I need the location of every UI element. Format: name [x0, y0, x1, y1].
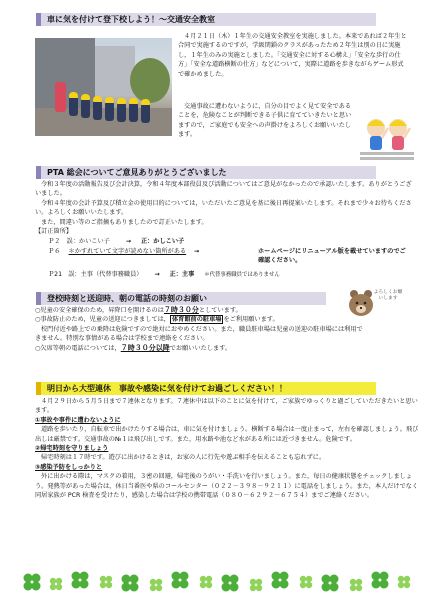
clover-decoration	[20, 566, 420, 596]
fix-row-1: Ｐ２ 誤：かいこい子 → 正：かしこい子	[48, 238, 185, 245]
pta-body: 令和３年度の活動報告及び会計決算，令和４年度本部役員及び活動についてはご意見がなかったので承認いたします。ありがとうございました。 令和４年度の会計予算及び積立金の使用目的については，いただいたご意見を基に後日再提案いたします。それまで少々お待ちください。よろしくお願いいたします。 また，間違い等のご指摘もありましたので訂正いたします。 【訂正箇所】	[35, 180, 415, 236]
section-title: 明日から大型連休 事故や感染に気を付けてお過ごしください！！	[47, 384, 287, 393]
traffic-paragraph-1: ４月２１日（木）１年生の交通安全教室を実施しました。本来であれば２年生と合同で実施するのですが，学級閉鎖のクラスがあったため２年生は別の日に実施し，１年生のみの実施としました。「交通安全に対する心構え」「安全な歩行の仕方」「安全な道路横断の仕方」などについて，実際に道路を歩きながらゲーム形式で確かめました。	[178, 33, 407, 78]
fix-row-2: Ｐ６ ＊かすれていて文字が読めない箇所がある →	[48, 248, 200, 255]
traffic-paragraph-2: 交通事故に遭わないように，自分の目でよく見て安全であることを，危険なことが判断できる子供に育てていきたいと思いますので，ご家庭でも安全への声掛けをよろしくお願いいたします。	[178, 103, 352, 139]
section-title: PTA 総会についてご意見ありがとうございました	[47, 168, 227, 177]
section-banner-arrival-time	[36, 292, 326, 305]
arrival-body: ○児童の安全確保のため，昇降口を開けるのは７時３０分としています。 ○事故防止のため，児童の送迎につきましては， 体育館前の駐車場 をご利用願います。 校門付近や路上での乗降は危険ですので絶対におやめください。また，職員駐車場は児童の送迎の駐車場には利用できません。特別な事情がある場合は学校まで連絡をください。 ○欠席等朝の電話については，７時３０分以降でお願いいたします。	[35, 306, 363, 352]
section-banner-pta	[36, 166, 376, 179]
section-title: 車に気を付けて登下校しよう！～交通安全教室	[47, 15, 215, 24]
section-title: 登校時刻と送迎時、朝の電話の時刻のお願い	[47, 294, 207, 303]
holiday-heading-1: ①事故や事件に遭わないように	[35, 416, 121, 424]
holiday-body: ４月２９日から５月５日まで７連休となります。７連休中は以下のことに気を付けて，ご家族でゆっくりと過ごしていただきたいと思います。 ①事故や事件に遭わないように 道路を歩いたり，自転車で出かけたりする場合は，車に気を付けましょう。横断する場合は一度止まって，左右を確認しましょう。飛び出しは厳禁です。交通事故の№１は飛び出しです。また，用水路や池など水がある所には近づきません。危険です。 ②帰宅時刻を守りましょう 帰宅時刻は１７時です。遊びに出かけるときは，お家の人に行先や遊ぶ相手を伝えることも忘れずに。 ③感染予防をしっかりと 外に出かける際は，マスクの着用，３密の回避，帰宅後のうがい・手洗いを行いましょう。また，毎日の健康状態をチェックしましょう。発熱等があった場合は，休日当番医や県のコールセンター（０２２－３９８－９２１１）に電話をしましょう。また，本人だけでなく同居家族が PCR 検査を受けたり，感染した場合は学校の携帯電話（０８０－６２９２－６７５４）までご連絡ください。	[35, 398, 419, 500]
section-banner-traffic-safety	[36, 13, 376, 26]
traffic-class-photo	[35, 38, 172, 136]
holiday-heading-2: ②帰宅時刻を守りましょう	[35, 445, 109, 453]
bear-caption: よろしくお願いします	[373, 290, 403, 301]
fix-heading: 【訂正箇所】	[35, 228, 73, 236]
holiday-heading-3: ③感染予防をしっかりと	[35, 463, 103, 471]
fix-row-2-correct: ホームページにリニューアル版を載せていますのでご確認ください。	[258, 248, 406, 265]
crossing-kids-illustration	[358, 114, 416, 162]
section-banner-holiday	[36, 382, 376, 395]
fix-row-3: Ｐ21 誤：主事（代替事務職員） → 正：主事 ＊代替事務職員ではありません	[48, 271, 280, 278]
